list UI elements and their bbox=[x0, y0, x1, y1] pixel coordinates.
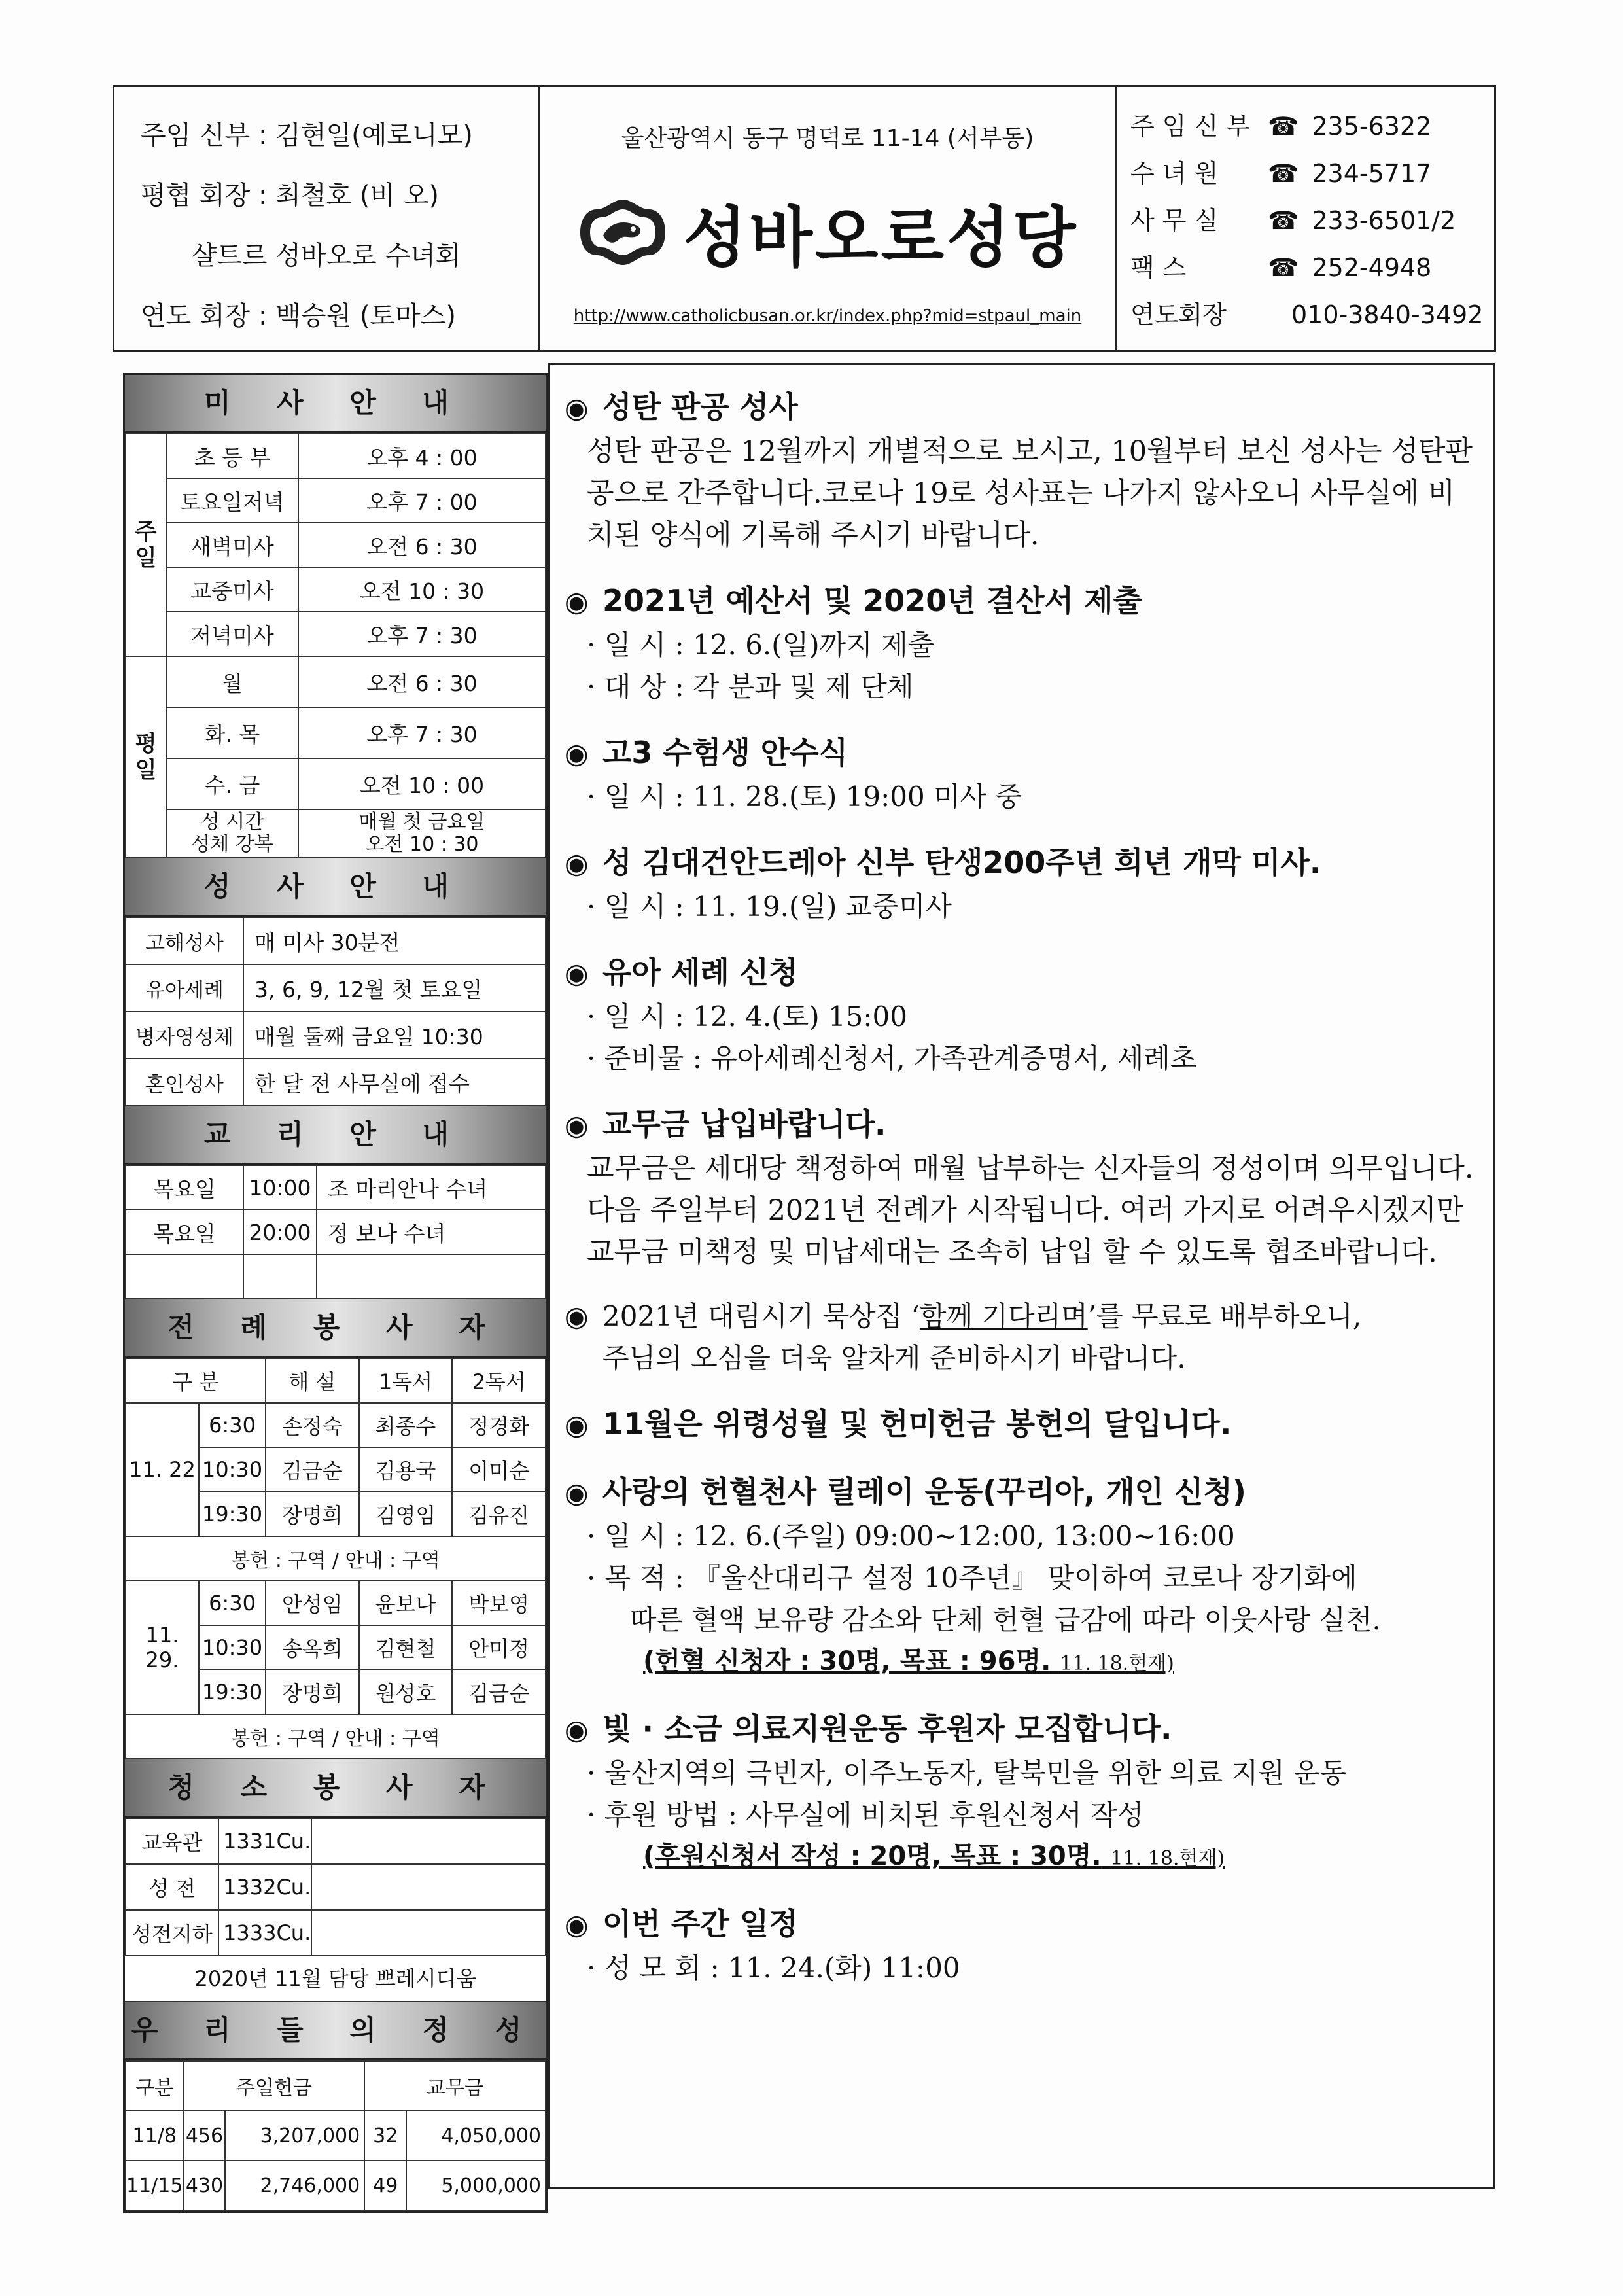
offering-section-title: 우 리 들 의 정 성 bbox=[125, 2002, 546, 2060]
table-row: 10:30 김금순 김용국 이미순 bbox=[126, 1447, 546, 1492]
notice-blood-donation: ◉ 사랑의 헌혈천사 릴레이 운동(꾸리아, 개인 신청) · 일 시 : 12. 6.(주일) 09:00~12:00, 13:00~16:00 · 목 적 : 『울산대리구 설정 10주년』 맞이하여 코로나 장기화에 따른 혈액 보유량 감소와 단체 헌혈 급감에 따라 이웃사랑 실천. (헌혈 신청자 : 30명, 목표 : 96명. 11. 18.현재) bbox=[565, 1470, 1480, 1684]
table-row: 11/15 430 2,746,000 49 5,000,000 bbox=[126, 2161, 546, 2210]
notice-christmas-confession: ◉ 성탄 판공 성사 성탄 판공은 12월까지 개별적으로 보시고, 10월부터 보신 성사는 성탄판공으로 간주합니다.코로나 19로 성사표는 나가지 않사오니 사무실에 비치된 양식에 기록해 주시기 바랍니다. bbox=[565, 385, 1480, 556]
contact-fax: 팩 스 ☎ 252-4948 bbox=[1130, 244, 1494, 291]
table-row: 11. 22 6:30 손정숙 최종수 정경화 bbox=[126, 1403, 546, 1447]
table-row: 화. 목 오후 7 : 30 bbox=[126, 707, 546, 758]
church-emblem-icon bbox=[577, 196, 669, 268]
funeral-president-line: 연도 회장 : 백승원 (토마스) bbox=[141, 301, 456, 331]
notice-medical-support: ◉ 빛 · 소금 의료지원운동 후원자 모집합니다. · 울산지역의 극빈자, 이주노동자, 탈북민을 위한 의료 지원 운동 · 후원 방법 : 사무실에 비치된 후원신청서 작성 (후원신청서 작성 : 20명, 목표 : 30명. 11. 18.현재) bbox=[565, 1706, 1480, 1879]
table-row: 새벽미사 오전 6 : 30 bbox=[126, 523, 546, 567]
bullet-icon: ◉ bbox=[565, 1109, 589, 1141]
bullet-icon: ◉ bbox=[565, 1409, 589, 1441]
table-row: 19:30 장명희 김영임 김유진 bbox=[126, 1492, 546, 1536]
bullet-icon: ◉ bbox=[565, 957, 589, 989]
notice-november-month: ◉ 11월은 위령성월 및 헌미헌금 봉헌의 달입니다. bbox=[565, 1402, 1480, 1447]
contact-list bbox=[1117, 87, 1494, 350]
notice-infant-baptism: ◉ 유아 세례 신청 · 일 시 : 12. 4.(토) 15:00 · 준비물 : 유아세례신청서, 가족관계증명서, 세례초 bbox=[565, 950, 1480, 1080]
table-row: 혼인성사 한 달 전 사무실에 접수 bbox=[126, 1059, 546, 1106]
table-row: 19:30 장명희 원성호 김금순 bbox=[126, 1670, 546, 1714]
table-row: 저녁미사 오후 7 : 30 bbox=[126, 612, 546, 656]
weekday-label: 평일 bbox=[126, 656, 166, 858]
table-row: 교중미사 오전 10 : 30 bbox=[126, 567, 546, 612]
liturgy-servers-table bbox=[125, 1358, 546, 1759]
table-row: 11. 29. 6:30 안성임 윤보나 박보영 bbox=[126, 1581, 546, 1625]
phone-icon: ☎ bbox=[1268, 253, 1299, 282]
church-url[interactable]: http://www.catholicbusan.or.kr/index.php?mid=stpaul_main bbox=[573, 306, 1082, 326]
church-logo bbox=[540, 185, 1115, 279]
table-row: 봉헌 : 구역 / 안내 : 구역 bbox=[126, 1536, 546, 1581]
table-row: 고해성사 매 미사 30분전 bbox=[126, 917, 546, 964]
catechism-table bbox=[125, 1165, 546, 1299]
sisters-line: 샬트르 성바오로 수녀회 bbox=[191, 241, 461, 271]
table-row: 11/8 456 3,207,000 32 4,050,000 bbox=[126, 2111, 546, 2161]
table-row: 성전지하 1333Cu. bbox=[126, 1910, 546, 1956]
bullet-icon: ◉ bbox=[565, 586, 589, 618]
table-row: 구 분 해 설 1독서 2독서 bbox=[126, 1358, 546, 1403]
table-row: 토요일저녁 오후 7 : 00 bbox=[126, 478, 546, 523]
table-row: 목요일 10:00 조 마리안나 수녀 bbox=[126, 1165, 546, 1210]
table-row: 평일 월 오전 6 : 30 bbox=[126, 656, 546, 707]
catechism-section-title: 교 리 안 내 bbox=[125, 1106, 546, 1165]
table-row: 교육관 1331Cu. bbox=[126, 1818, 546, 1864]
council-president-line: 평협 회장 : 최철호 (비 오) bbox=[141, 181, 440, 211]
left-info-column bbox=[123, 373, 548, 2213]
church-address: 울산광역시 동구 명덕로 11-14 (서부동) bbox=[621, 125, 1034, 152]
pastor-line: 주임 신부 : 김현일(예로니모) bbox=[141, 120, 473, 150]
table-row: 병자영성체 매월 둘째 금요일 10:30 bbox=[126, 1012, 546, 1059]
bullet-icon: ◉ bbox=[565, 1909, 589, 1941]
table-row bbox=[126, 1254, 546, 1299]
bulletin-header bbox=[113, 85, 1496, 352]
staff-info bbox=[114, 87, 540, 350]
cleaning-table bbox=[125, 1818, 546, 1956]
table-row: 성 시간 성체 강복 매월 첫 금요일 오전 10 : 30 bbox=[126, 809, 546, 858]
sacrament-table bbox=[125, 917, 546, 1106]
table-row: 봉헌 : 구역 / 안내 : 구역 bbox=[126, 1714, 546, 1759]
table-row: 유아세례 3, 6, 9, 12월 첫 토요일 bbox=[126, 964, 546, 1012]
mass-section-title: 미 사 안 내 bbox=[125, 375, 546, 433]
bullet-icon: ◉ bbox=[565, 392, 589, 424]
bullet-icon: ◉ bbox=[565, 1300, 589, 1332]
notice-advent-book: ◉ 2021년 대림시기 묵상집 ‘함께 기다리며’를 무료로 배부하오니, 주님의 오심을 더욱 알차게 준비하시기 바랍니다. bbox=[565, 1296, 1480, 1379]
cleaning-section-title: 청 소 봉 사 자 bbox=[125, 1759, 546, 1818]
phone-icon: ☎ bbox=[1268, 112, 1299, 141]
offering-table bbox=[125, 2060, 546, 2211]
notice-weekly-schedule: ◉ 이번 주간 일정 · 성 모 회 : 11. 24.(화) 11:00 bbox=[565, 1901, 1480, 1989]
bullet-icon: ◉ bbox=[565, 737, 589, 769]
bullet-icon: ◉ bbox=[565, 847, 589, 879]
phone-icon: ☎ bbox=[1268, 159, 1299, 188]
church-title-block bbox=[540, 87, 1117, 350]
phone-icon: ☎ bbox=[1268, 206, 1299, 235]
table-row: 10:30 송옥희 김현철 안미정 bbox=[126, 1625, 546, 1670]
notice-budget-submission: ◉ 2021년 예산서 및 2020년 결산서 제출 · 일 시 : 12. 6.(일)까지 제출 · 대 상 : 각 분과 및 제 단체 bbox=[565, 578, 1480, 708]
sacrament-section-title: 성 사 안 내 bbox=[125, 858, 546, 917]
notice-jubilee-mass: ◉ 성 김대건안드레아 신부 탄생200주년 희년 개막 미사. · 일 시 : 11. 19.(일) 교중미사 bbox=[565, 840, 1480, 928]
sunday-label: 주일 bbox=[126, 434, 166, 656]
table-row: 목요일 20:00 정 보나 수녀 bbox=[126, 1210, 546, 1254]
table-row: 구분 주일헌금 교무금 bbox=[126, 2061, 546, 2111]
notices-column bbox=[548, 363, 1495, 2189]
contact-pastor: 주 임 신 부 ☎ 235-6322 bbox=[1130, 103, 1494, 150]
church-name: 성바오로성당 bbox=[683, 200, 1079, 276]
cleaning-note: 2020년 11월 담당 쁘레시디움 bbox=[125, 1956, 546, 2002]
notice-parish-dues: ◉ 교무금 납입바랍니다. 교무금은 세대당 책정하여 매월 납부하는 신자들의 정성이며 의무입니다. 다음 주일부터 2021년 전례가 시작됩니다. 여러 가지로 어려우시겠지만 교무금 미책정 및 미납세대는 조속히 납입 할 수 있도록 협조바랍니다. bbox=[565, 1102, 1480, 1273]
bullet-icon: ◉ bbox=[565, 1477, 589, 1509]
bullet-icon: ◉ bbox=[565, 1714, 589, 1746]
mass-schedule-table bbox=[125, 433, 546, 858]
notice-exam-blessing: ◉ 고3 수험생 안수식 · 일 시 : 11. 28.(토) 19:00 미사 중 bbox=[565, 730, 1480, 818]
contact-convent: 수 녀 원 ☎ 234-5717 bbox=[1130, 150, 1494, 197]
table-row: 주일 초 등 부 오후 4 : 00 bbox=[126, 434, 546, 478]
contact-office: 사 무 실 ☎ 233-6501/2 bbox=[1130, 197, 1494, 244]
liturgy-section-title: 전 례 봉 사 자 bbox=[125, 1299, 546, 1358]
contact-funeral: 연도회장 010-3840-3492 bbox=[1130, 300, 1484, 329]
table-row: 수. 금 오전 10 : 00 bbox=[126, 758, 546, 809]
table-row: 성 전 1332Cu. bbox=[126, 1864, 546, 1910]
